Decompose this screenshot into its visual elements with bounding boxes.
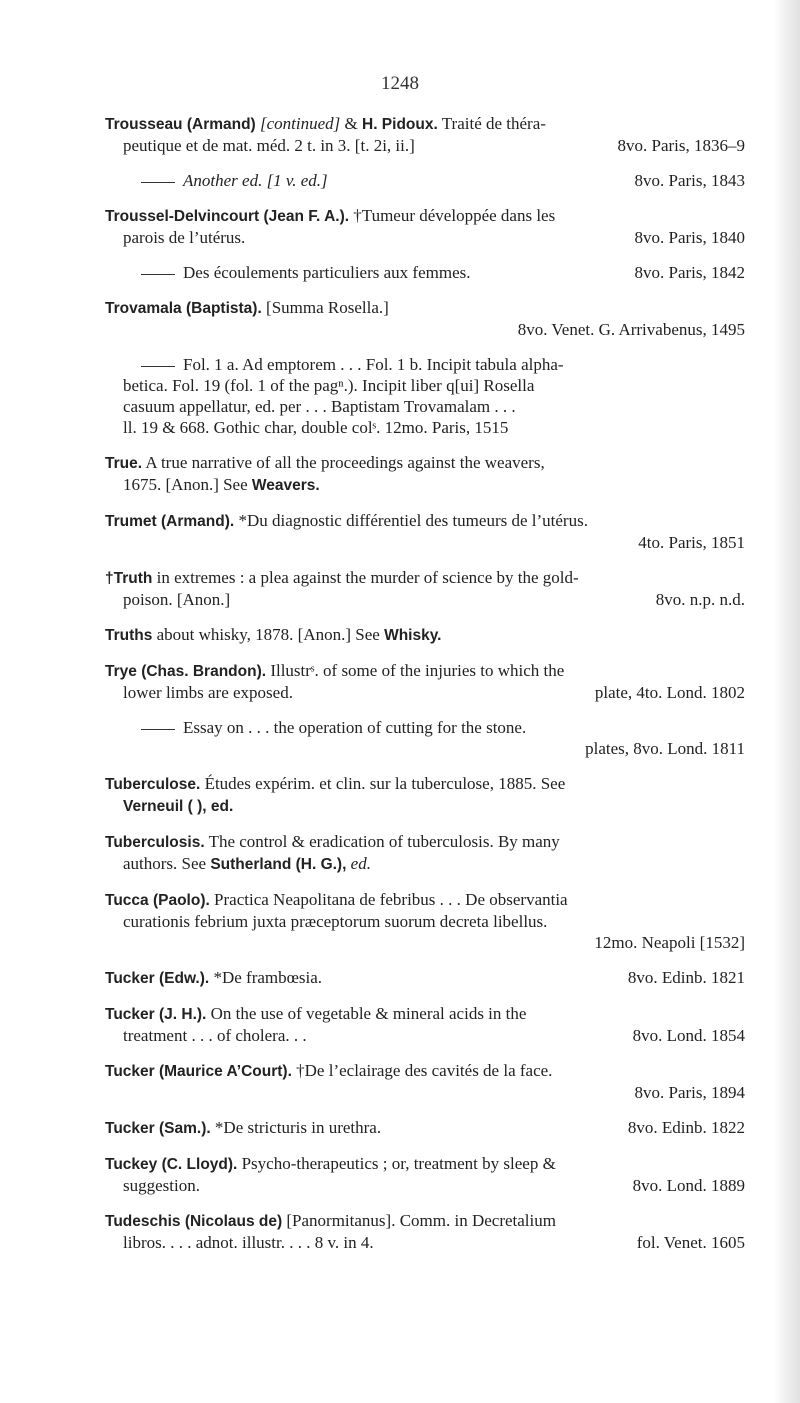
entry-heading: Trovamala (Baptista). xyxy=(105,300,262,317)
entry-heading: Tucker (Maurice A’Court). xyxy=(105,1063,292,1080)
entry-text: treatment . . . of cholera. . . xyxy=(123,1026,307,1045)
entry-text: [Summa Rosella.] xyxy=(261,298,389,317)
entry-text: in extremes : a plea against the murder of science by the gold- xyxy=(152,568,579,587)
cross-reference: Verneuil ( ), ed. xyxy=(123,798,234,815)
page-number: 1248 xyxy=(381,73,419,94)
entry-imprint: 8vo. Paris, 1840 xyxy=(634,228,745,247)
entry-trovamala xyxy=(105,297,745,340)
entry-heading: Truths xyxy=(105,627,153,644)
entry-imprint: 8vo. Lond. 1854 xyxy=(632,1026,745,1045)
cross-reference: Sutherland (H. G.), xyxy=(210,856,347,873)
entry-tucker-edw xyxy=(105,967,745,989)
entry-des-ecoulements xyxy=(105,262,745,283)
ditto-dash xyxy=(141,366,175,367)
entry-text: poison. [Anon.] xyxy=(123,590,231,609)
entry-text: [Panormitanus]. Comm. in Decretalium xyxy=(282,1211,556,1230)
entry-text: 1675. [Anon.] See xyxy=(123,475,252,494)
entry-heading: Tuberculose. xyxy=(105,776,201,793)
entry-text: Another ed. [1 v. ed.] xyxy=(183,171,328,190)
entry-text: Illustrˢ. of some of the injuries to which the xyxy=(266,661,565,680)
entry-text: †Tumeur développée dans les xyxy=(349,206,556,225)
entry-heading: †Truth xyxy=(105,570,153,587)
entry-imprint: 8vo. Lond. 1889 xyxy=(632,1176,745,1195)
entry-imprint: 8vo. Paris, 1843 xyxy=(634,171,745,190)
entry-trovamala-fol xyxy=(105,354,745,438)
entry-tuberculose xyxy=(105,773,745,817)
entry-text: lower limbs are exposed. xyxy=(123,683,293,702)
entry-trousseau xyxy=(105,113,745,156)
entry-trye xyxy=(105,660,745,703)
entry-text: Fol. 1 a. Ad emptorem . . . Fol. 1 b. Incipit tabula alpha- xyxy=(183,355,564,374)
ditto-dash xyxy=(141,729,175,730)
entry-heading: Tucker (Edw.). xyxy=(105,970,210,987)
entry-imprint: 8vo. n.p. n.d. xyxy=(655,590,745,609)
entry-tucker-sam xyxy=(105,1117,745,1139)
entry-trye-essay xyxy=(105,717,745,759)
entry-tucca xyxy=(105,889,745,953)
entry-text: Études expérim. et clin. sur la tuberculose, 1885. See xyxy=(200,774,566,793)
entry-heading: Trumet (Armand). xyxy=(105,513,235,530)
entry-truths xyxy=(105,624,745,646)
entry-coauthor: H. Pidoux. xyxy=(362,116,438,133)
ditto-dash xyxy=(141,182,175,183)
entry-imprint: 8vo. Edinb. 1821 xyxy=(627,968,745,987)
entry-heading: Tuckey (C. Lloyd). xyxy=(105,1156,238,1173)
entry-text: peutique et de mat. méd. 2 t. in 3. [t. 2i, ii.] xyxy=(123,136,415,155)
entry-imprint: plates, 8vo. Lond. 1811 xyxy=(585,739,745,758)
entry-text: suggestion. xyxy=(123,1176,200,1195)
entry-imprint: 8vo. Paris, 1894 xyxy=(634,1083,745,1102)
entry-tucker-maurice xyxy=(105,1060,745,1103)
entry-text: A true narrative of all the proceedings against the weavers, xyxy=(142,453,545,472)
entry-tucker-jh xyxy=(105,1003,745,1046)
entry-heading: Tucker (J. H.). xyxy=(105,1006,207,1023)
entry-text: about whisky, 1878. [Anon.] See xyxy=(152,625,385,644)
entry-heading: Trye (Chas. Brandon). xyxy=(105,663,267,680)
entry-text: Essay on . . . the operation of cutting for the stone. xyxy=(183,718,527,737)
entry-note: [continued] xyxy=(259,114,341,133)
entry-heading: Troussel-Delvincourt (Jean F. A.). xyxy=(105,208,350,225)
entry-text: On the use of vegetable & mineral acids in the xyxy=(206,1004,527,1023)
entry-text: & xyxy=(344,114,362,133)
entry-text: †De l’eclairage des cavités de la face. xyxy=(291,1061,553,1080)
entry-text: authors. See xyxy=(123,854,211,873)
entry-heading: Tuberculosis. xyxy=(105,834,205,851)
cross-reference: Weavers. xyxy=(251,477,320,494)
entry-text: casuum appellatur, ed. per . . . Baptistam Trovamalam . . . xyxy=(123,397,516,416)
entry-imprint: fol. Venet. 1605 xyxy=(636,1233,745,1252)
entry-text: *De stricturis in urethra. xyxy=(210,1118,382,1137)
entry-imprint: 8vo. Venet. G. Arrivabenus, 1495 xyxy=(517,320,745,339)
entry-heading: Tudeschis (Nicolaus de) xyxy=(105,1213,283,1230)
entry-true xyxy=(105,452,745,496)
cross-reference: Whisky. xyxy=(384,627,442,644)
entry-heading: Tucca (Paolo). xyxy=(105,892,210,909)
entry-imprint: 8vo. Edinb. 1822 xyxy=(627,1118,745,1137)
entry-trousseau-another xyxy=(105,170,745,191)
entry-imprint: plate, 4to. Lond. 1802 xyxy=(594,683,745,702)
entry-imprint: 4to. Paris, 1851 xyxy=(638,533,745,552)
entry-text: ll. 19 & 668. Gothic char, double colˢ. 12mo. Paris, 1515 xyxy=(123,418,509,437)
entry-text: curationis febrium juxta præceptorum suorum decreta libellus. xyxy=(123,912,548,931)
entry-troussel-delvincourt xyxy=(105,205,745,248)
entry-imprint: 12mo. Neapoli [1532] xyxy=(594,933,745,952)
entry-text: Des écoulements particuliers aux femmes. xyxy=(183,263,471,282)
entry-text: ed. xyxy=(346,854,371,873)
entry-imprint: 8vo. Paris, 1842 xyxy=(634,263,745,282)
entry-text: Traité de théra- xyxy=(441,114,546,133)
entry-trumet xyxy=(105,510,745,553)
entry-tuckey xyxy=(105,1153,745,1196)
entry-text: parois de l’utérus. xyxy=(123,228,246,247)
entry-text: libros. . . . adnot. illustr. . . . 8 v. in 4. xyxy=(123,1233,374,1252)
entry-imprint: 8vo. Paris, 1836–9 xyxy=(617,136,745,155)
entry-text: Practica Neapolitana de febribus . . . De observantia xyxy=(209,890,568,909)
entry-text: betica. Fol. 19 (fol. 1 of the pagⁿ.). Incipit liber q[ui] Rosella xyxy=(123,376,535,395)
page-edge-shadow xyxy=(774,0,800,1403)
entry-text: Psycho-therapeutics ; or, treatment by sleep & xyxy=(237,1154,556,1173)
entry-text: The control & eradication of tuberculosis. By many xyxy=(204,832,560,851)
index-entries xyxy=(105,113,745,1267)
entry-heading: True. xyxy=(105,455,143,472)
entry-heading: Trousseau (Armand) xyxy=(105,116,256,133)
ditto-dash xyxy=(141,274,175,275)
entry-text: *De frambœsia. xyxy=(209,968,323,987)
entry-tudeschis xyxy=(105,1210,745,1253)
entry-tuberculosis xyxy=(105,831,745,875)
entry-text: *Du diagnostic différentiel des tumeurs de l’utérus. xyxy=(234,511,588,530)
entry-heading: Tucker (Sam.). xyxy=(105,1120,211,1137)
entry-truth xyxy=(105,567,745,610)
